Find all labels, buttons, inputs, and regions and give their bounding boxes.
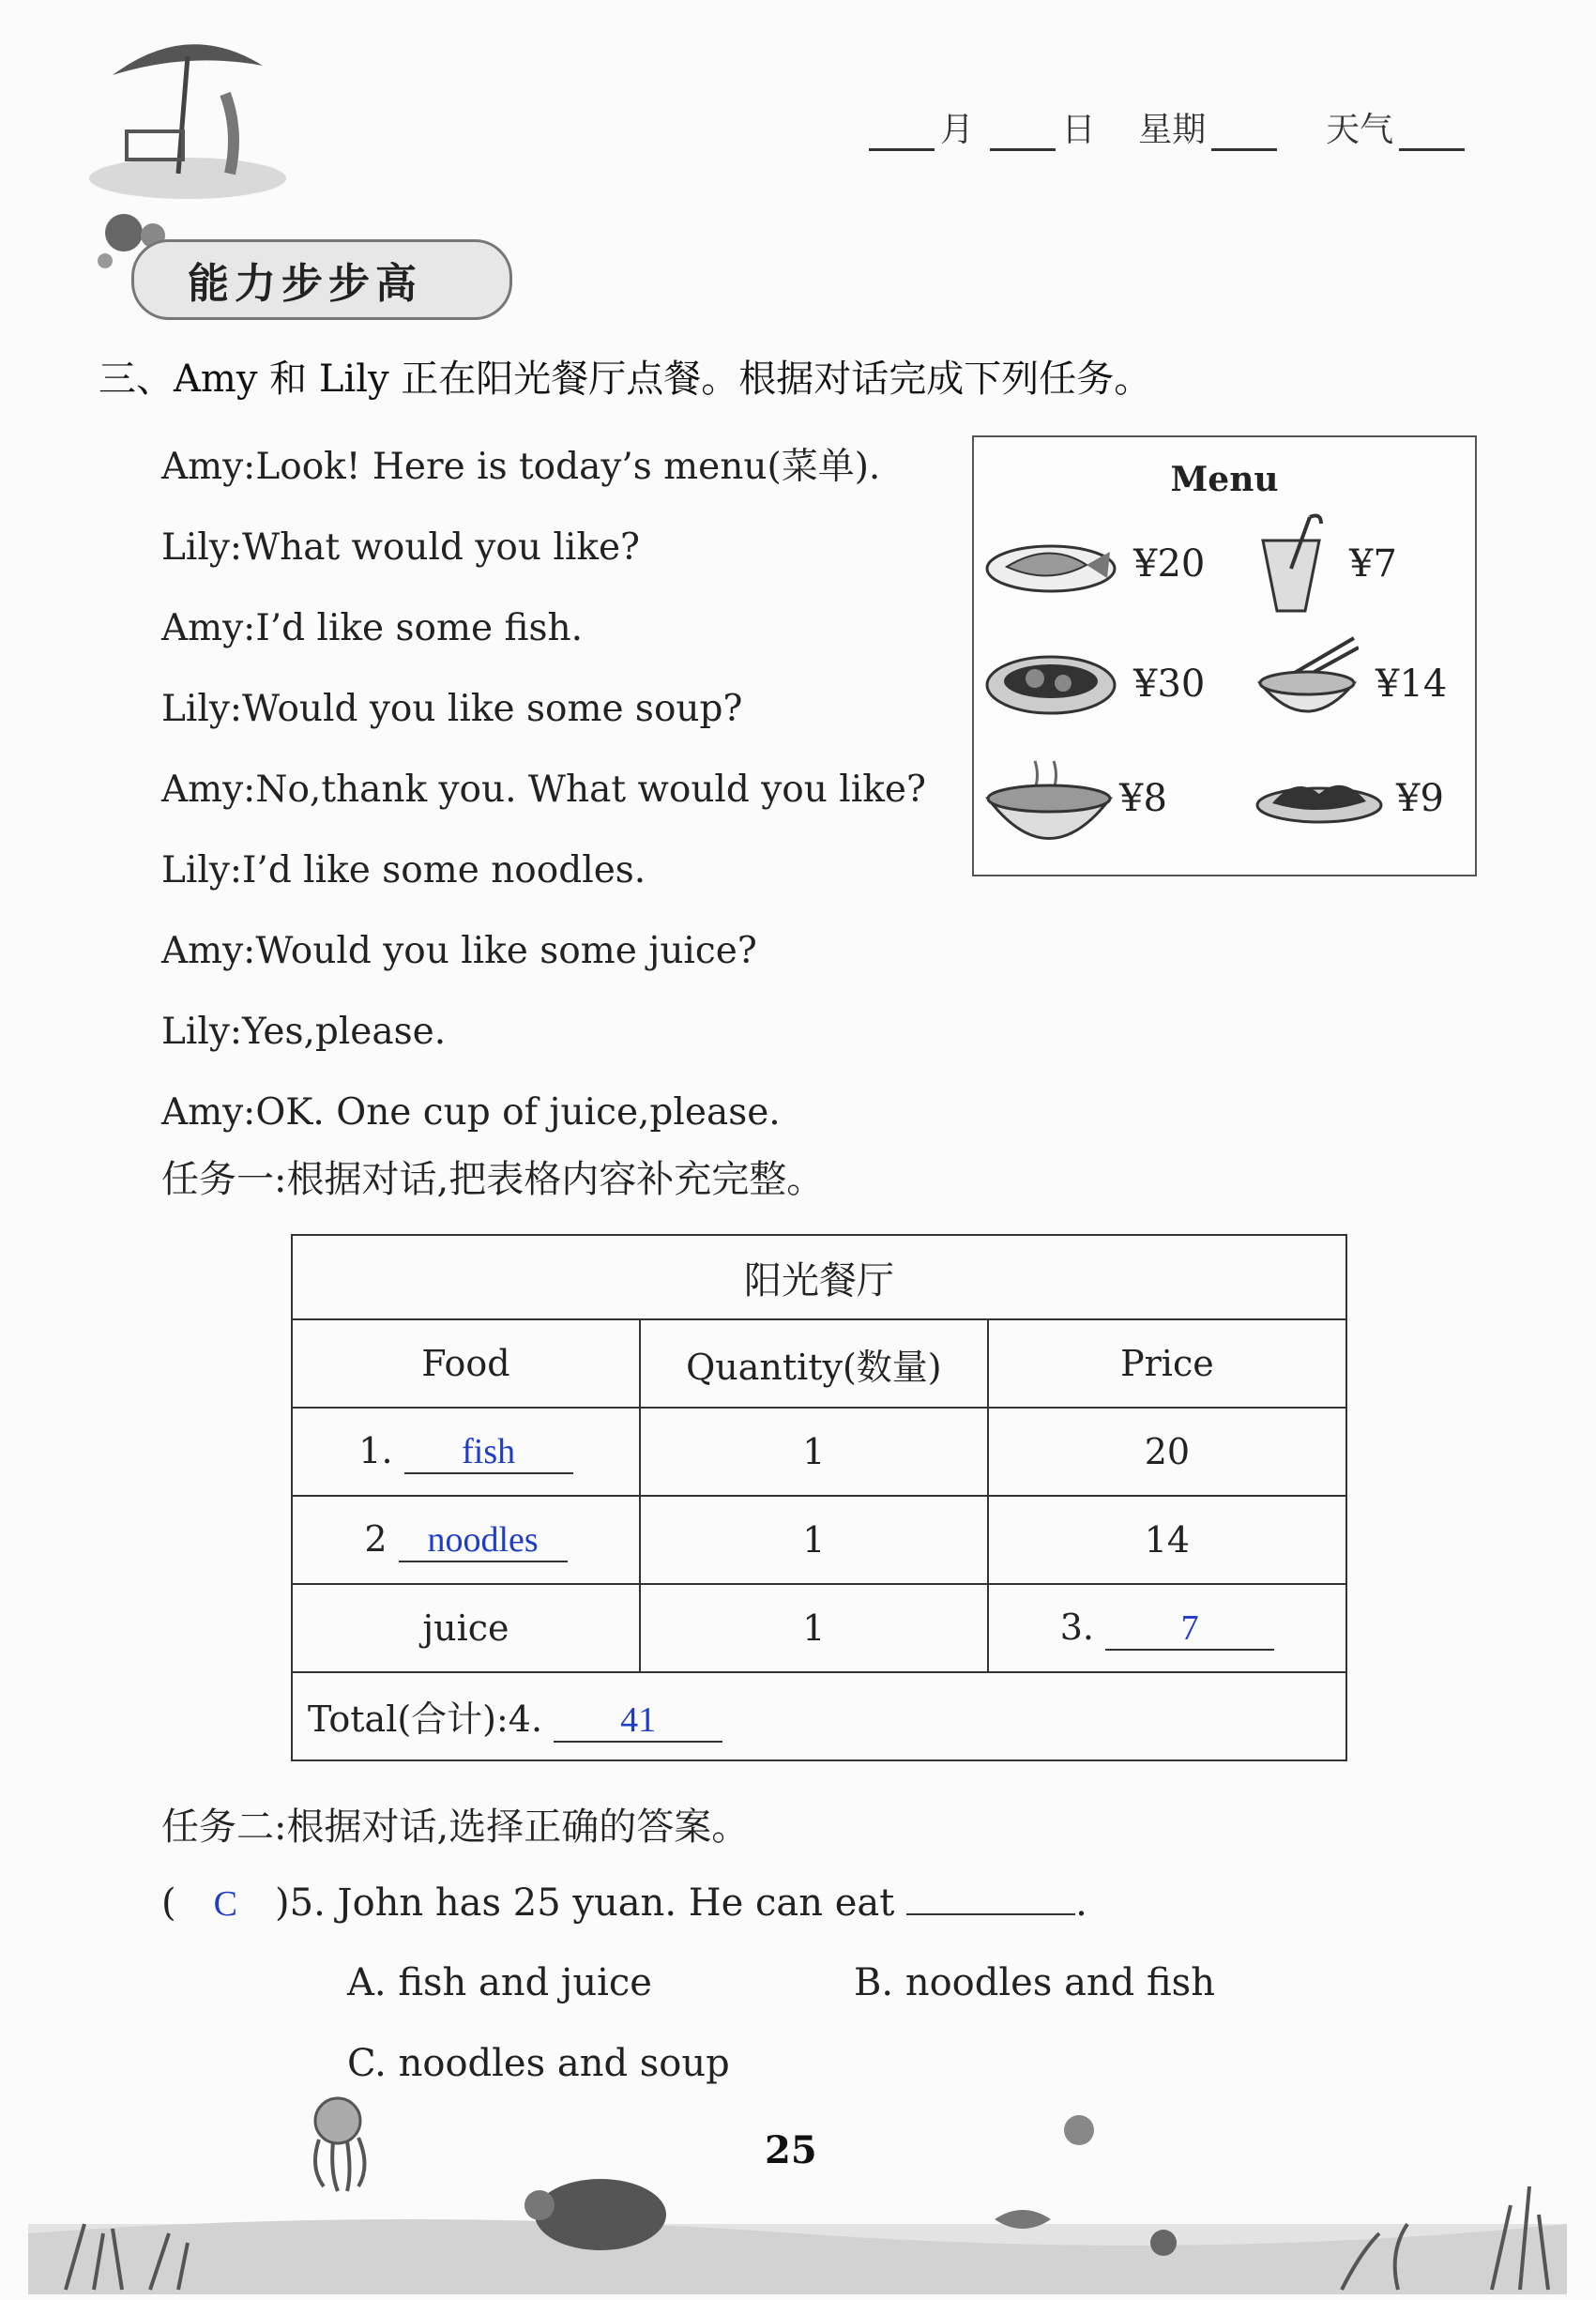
ocean-scene-icon xyxy=(28,2093,1567,2294)
noodle-bowl-icon xyxy=(1255,636,1359,730)
answer-blank-4[interactable]: 41 xyxy=(554,1699,722,1743)
row-number: 3. xyxy=(1059,1606,1094,1648)
answer-blank-3[interactable]: 7 xyxy=(1105,1607,1274,1651)
weekday-blank[interactable] xyxy=(1211,114,1277,151)
total-label: Total(合计):4. xyxy=(308,1698,543,1740)
table-title: 阳光餐厅 xyxy=(292,1235,1346,1319)
decor-dot xyxy=(105,214,143,251)
total-cell xyxy=(292,1672,1346,1760)
row-number: 2 xyxy=(364,1517,388,1560)
table-row xyxy=(292,1408,1346,1496)
restaurant-table xyxy=(291,1234,1347,1761)
dialog-line: Amy:Look! Here is today’s menu(菜单). xyxy=(161,446,881,488)
dialog-line: Amy:Would you like some juice? xyxy=(161,930,757,972)
vegetable-dish-icon xyxy=(1254,766,1385,831)
question-blank[interactable] xyxy=(906,1913,1075,1915)
month-blank[interactable] xyxy=(869,114,935,151)
decor-dot xyxy=(98,253,113,268)
juice-glass-icon xyxy=(1254,512,1329,616)
date-line xyxy=(863,103,1470,151)
food-cell xyxy=(292,1496,640,1584)
fish-dish-icon xyxy=(983,531,1119,597)
dialog-line: Amy:I’d like some fish. xyxy=(161,607,584,649)
total-row xyxy=(292,1672,1346,1760)
section-title: 三、Amy 和 Lily 正在阳光餐厅点餐。根据对话完成下列任务。 xyxy=(99,358,1152,401)
task1-instruction: 任务一:根据对话,把表格内容补充完整。 xyxy=(161,1158,825,1201)
header-food: Food xyxy=(292,1319,640,1408)
table-row xyxy=(292,1496,1346,1584)
day-label: 日 xyxy=(1061,111,1096,149)
menu-price: ¥7 xyxy=(1349,542,1397,586)
quantity-cell: 1 xyxy=(640,1408,988,1496)
price-cell xyxy=(988,1584,1346,1672)
dialog-line: Amy:OK. One cup of juice,please. xyxy=(161,1091,781,1134)
dialog-line: Lily:Yes,please. xyxy=(161,1011,447,1053)
soup-bowl-icon xyxy=(983,756,1115,850)
answer-choice[interactable]: C xyxy=(213,1884,237,1924)
meat-dish-icon xyxy=(983,646,1119,721)
row-number: 1. xyxy=(358,1429,393,1471)
price-cell: 20 xyxy=(988,1408,1346,1496)
weather-label: 天气 xyxy=(1326,111,1394,149)
beach-umbrella-icon xyxy=(75,19,291,206)
dialog xyxy=(161,427,926,1153)
dialog-line: Amy:No,thank you. What would you like? xyxy=(161,769,926,811)
price-cell: 14 xyxy=(988,1496,1346,1584)
banner-title: 能力步步高 xyxy=(188,260,422,308)
answer-blank-2[interactable]: noodles xyxy=(399,1519,568,1562)
weekday-label: 星期 xyxy=(1138,111,1207,149)
weather-blank[interactable] xyxy=(1399,114,1465,151)
menu-price: ¥9 xyxy=(1396,777,1444,820)
dialog-line: Lily:Would you like some soup? xyxy=(161,688,743,730)
question-text: )5. John has 25 yuan. He can eat xyxy=(275,1881,895,1925)
header-quantity: Quantity(数量) xyxy=(640,1319,988,1408)
month-label: 月 xyxy=(940,111,975,149)
option-a[interactable]: A. fish and juice xyxy=(347,1961,652,2004)
page-number: 25 xyxy=(765,2128,817,2172)
header-price: Price xyxy=(988,1319,1346,1408)
menu-price: ¥8 xyxy=(1119,777,1167,820)
quantity-cell: 1 xyxy=(640,1584,988,1672)
food-cell: juice xyxy=(292,1584,640,1672)
dialog-line: Lily:I’d like some noodles. xyxy=(161,849,646,891)
food-cell xyxy=(292,1408,640,1496)
menu-price: ¥20 xyxy=(1133,542,1206,586)
answer-blank-1[interactable]: fish xyxy=(404,1431,573,1474)
option-c[interactable]: C. noodles and soup xyxy=(347,2042,730,2085)
option-b[interactable]: B. noodles and fish xyxy=(854,1961,1215,2004)
menu-box xyxy=(972,435,1477,876)
question-5: ( C )5. John has 25 yuan. He can eat . xyxy=(161,1881,1087,1925)
table-row xyxy=(292,1584,1346,1672)
quantity-cell: 1 xyxy=(640,1496,988,1584)
menu-price: ¥30 xyxy=(1133,663,1206,706)
menu-price: ¥14 xyxy=(1376,663,1448,706)
table-header-row xyxy=(292,1319,1346,1408)
menu-title: Menu xyxy=(1170,460,1279,499)
day-blank[interactable] xyxy=(990,114,1056,151)
dialog-line: Lily:What would you like? xyxy=(161,526,640,569)
task2-instruction: 任务二:根据对话,选择正确的答案。 xyxy=(161,1805,750,1849)
